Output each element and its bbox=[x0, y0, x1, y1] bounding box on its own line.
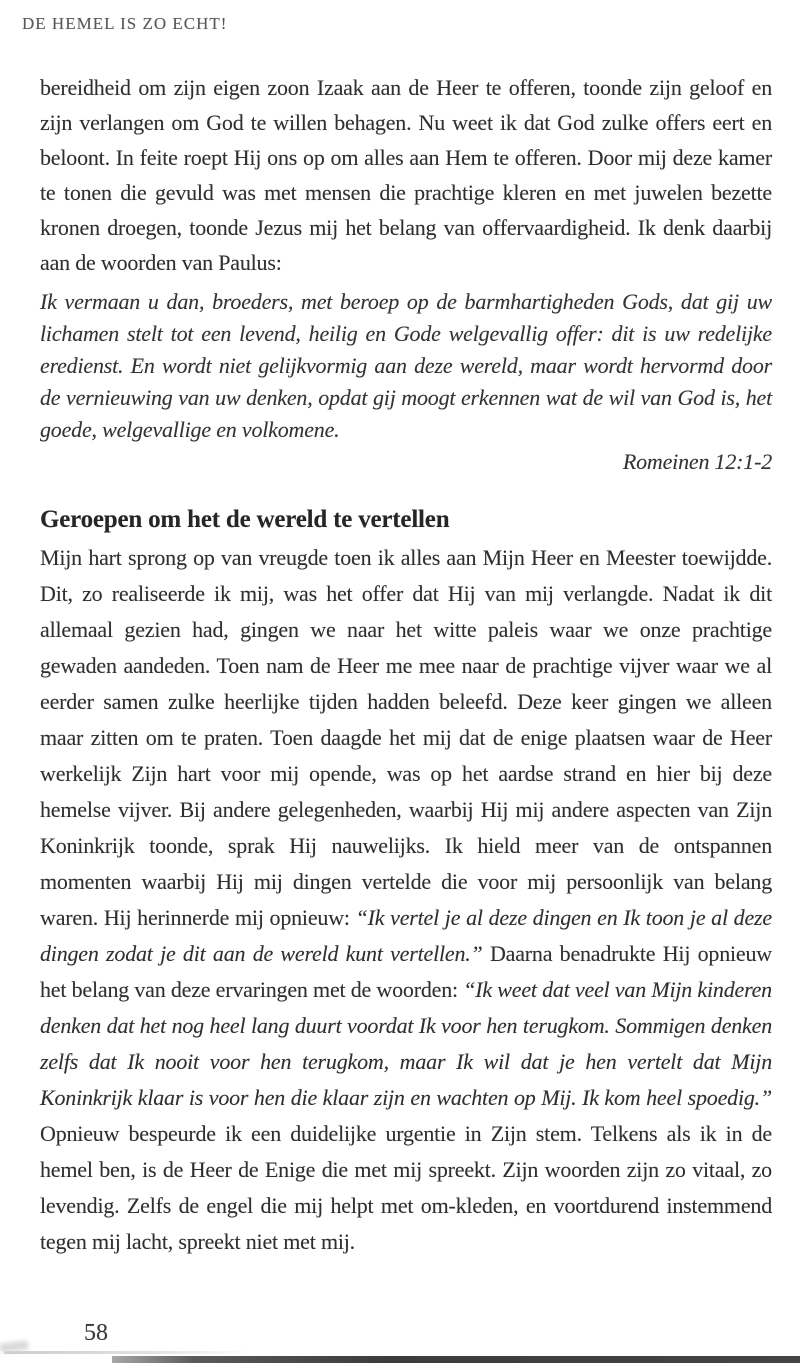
bottom-scan-bar bbox=[112, 1356, 800, 1363]
scripture-quote bbox=[40, 286, 772, 478]
scripture-quote-text: Ik vermaan u dan, broeders, met beroep op de barmhartigheden Gods, dat gij uw lichamen stelt tot een levend, heilig en Gode welgevallig offer: dit is uw redelijke eredienst. En wordt niet gelijkvormig aan deze wereld, maar wordt hervormd door de vernieuwing van uw denken, opdat gij moogt erkennen wat de wil van God is, het goede, welgevallige en volkomene. bbox=[40, 289, 772, 442]
page-number: 58 bbox=[84, 1320, 108, 1346]
section-heading: Geroepen om het de wereld te vertellen bbox=[40, 506, 450, 533]
text-block bbox=[40, 70, 772, 1260]
page-number-rule bbox=[4, 1351, 252, 1354]
paragraph-calling: Mijn hart sprong op van vreugde toen ik alles aan Mijn Heer en Meester toewijdde. Dit, zo realiseerde ik mij, was het offer dat Hij van mij verlangde. Nadat ik dit allemaal gezien had, gingen we naar het witte paleis waar we onze prachtige gewaden aandeden. Toen nam de Heer me mee naar de prachtige vijver waar we al eerder samen zulke heerlijke tijden hadden beleefd. Deze keer gingen we alleen maar zitten om te praten. Toen daagde het mij dat de enige plaatsen waar de Heer werkelijk Zijn hart voor mij opende, was op het aardse strand en hier bij deze hemelse vijver. Bij andere gelegenheden, waarbij Hij mij andere aspecten van Zijn Koninkrijk toonde, sprak Hij nauwelijks. Ik hield meer van de ontspannen momenten waarbij Hij mij dingen vertelde die voor mij persoonlijk van belang waren. Hij herinnerde mij opnieuw: “Ik vertel je al deze dingen en Ik toon je al deze dingen zodat je dit aan de wereld kunt vertellen.” Daarna benadrukte Hij opnieuw het belang van deze ervaringen met de woorden: “Ik weet dat veel van Mijn kinderen denken dat het nog heel lang duurt voordat Ik voor hen terugkom. Sommigen denken zelfs dat Ik nooit voor hen terugkom, maar Ik wil dat je hen vertelt dat Mijn Koninkrijk klaar is voor hen die klaar zijn en wachten op Mij. Ik kom heel spoedig.” Opnieuw bespeurde ik een duidelijke urgentie in Zijn stem. Telkens als ik in de hemel ben, is de Heer de Enige die met mij spreekt. Zijn woorden zijn zo vitaal, zo levendig. Zelfs de engel die mij helpt met om-kleden, en voortdurend instemmend tegen mij lacht, spreekt niet met mij. bbox=[40, 545, 772, 1254]
paragraph-offering: bereidheid om zijn eigen zoon Izaak aan de Heer te offeren, toonde zijn geloof en zijn verlangen om God te willen behagen. Nu weet ik dat God zulke offers eert en beloont. In feite roept Hij ons op om alles aan Hem te offeren. Door mij deze kamer te tonen die gevuld was met mensen die prachtige kleren en met juwelen bezette kronen droegen, toonde Jezus mij het belang van offervaardigheid. Ik denk daarbij aan de woorden van Paulus: bbox=[40, 75, 772, 275]
scripture-quote-attribution: Romeinen 12:1-2 bbox=[622, 449, 772, 474]
running-header: DE HEMEL IS ZO ECHT! bbox=[22, 14, 228, 33]
